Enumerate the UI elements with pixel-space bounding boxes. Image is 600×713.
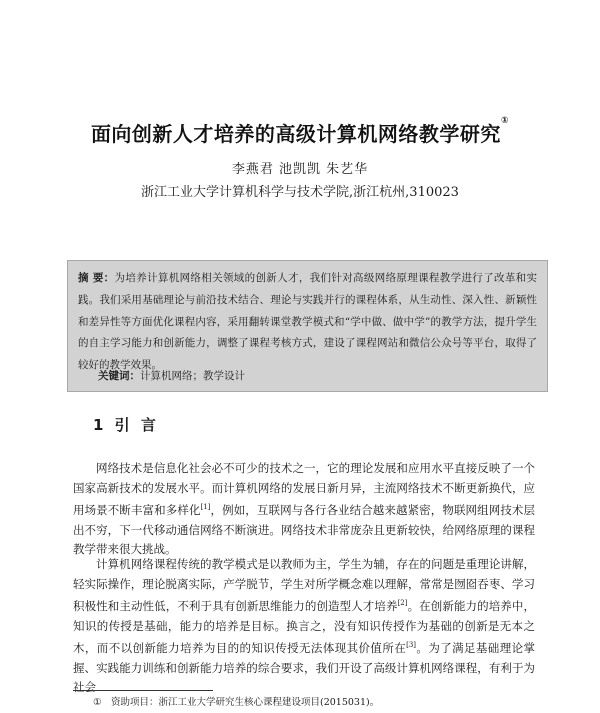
paragraph-2-text: 计算机网络课程传统的教学模式是以教师为主，学生为辅，存在的问题是重理论讲解，轻实际操作，理论脱离实际，产学脱节，学生对所学概念难以理解，常常是囫囵吞枣、学习积极性和主动性低，不利于具有创新思维能力的创造型人才培养 xyxy=(73,557,535,614)
footnote-divider xyxy=(73,690,213,691)
citation-3: [3] xyxy=(406,641,417,650)
body-paragraph-2 xyxy=(73,555,535,698)
keywords xyxy=(98,368,538,384)
keywords-text: 计算机网络；教学设计 xyxy=(140,370,245,382)
paragraph-2-continued: 。在创新能力的培养中，知识的传授是基础，能力的培养是目标。换言之，没有知识传授作为基础的创新是无本之木，而不以创新能力培养为目的的知识传授无法体现其价值所在 xyxy=(73,599,536,656)
section-heading: 1 引 言 xyxy=(93,416,159,434)
title-footnote-mark: ① xyxy=(500,116,510,126)
footnote-mark: ① xyxy=(93,697,102,708)
paper-title xyxy=(0,118,600,147)
citation-1: [1] xyxy=(200,503,211,512)
footnote xyxy=(93,696,543,709)
keywords-label: 关键词： xyxy=(98,370,140,382)
paragraph-1-text: 网络技术是信息化社会必不可少的技术之一，它的理论发展和应用水平直接反映了一个国家高新技术的发展水平。而计算机网络的发展日新月异，主流网络技术不断更新换代，应用场景不断丰富和多样化 xyxy=(73,461,535,518)
abstract-body: 为培养计算机网络相关领域的创新人才，我们针对高级网络原理课程教学进行了改革和实践。我们采用基础理论与前沿技术结合、理论与实践并行的课程体系，从生动性、深入性、新颖性和差异性等方面优化课程内容，采用翻转课堂教学模式和“学中做、做中学”的教学方法，提升学生的自主学习能力和创新能力，调整了课程考核方式，建设了课程网站和微信公众号等平台，取得了较好的教学效果。 xyxy=(78,272,538,372)
affiliation: 浙江工业大学计算机科学与技术学院,浙江杭州,310023 xyxy=(141,185,459,200)
abstract xyxy=(78,268,537,377)
paragraph-1-continued: ，例如，互联网与各行各业结合越来越紧密，物联网组网技术层出不穷，下一代移动通信网络不断演进。网络技术非常庞杂且更新较快，给网络原理的课程教学带来很大挑战。 xyxy=(73,503,536,557)
footnote-text: 资助项目：浙江工业大学研究生核心课程建设项目(2015031)。 xyxy=(111,697,380,708)
citation-2: [2] xyxy=(397,599,408,608)
author-list: 李燕君 池凯凯 朱艺华 xyxy=(231,162,369,177)
paragraph-2-continued-2: 。为了满足基础理论掌握、实践能力训练和创新能力培养的综合要求，我们开设了高级计算机网络课程，有利于为社会 xyxy=(73,641,535,695)
title-text: 面向创新人才培养的高级计算机网络教学研究 xyxy=(90,122,501,146)
abstract-label: 摘 要： xyxy=(78,272,115,284)
body-paragraph-1 xyxy=(73,459,535,560)
